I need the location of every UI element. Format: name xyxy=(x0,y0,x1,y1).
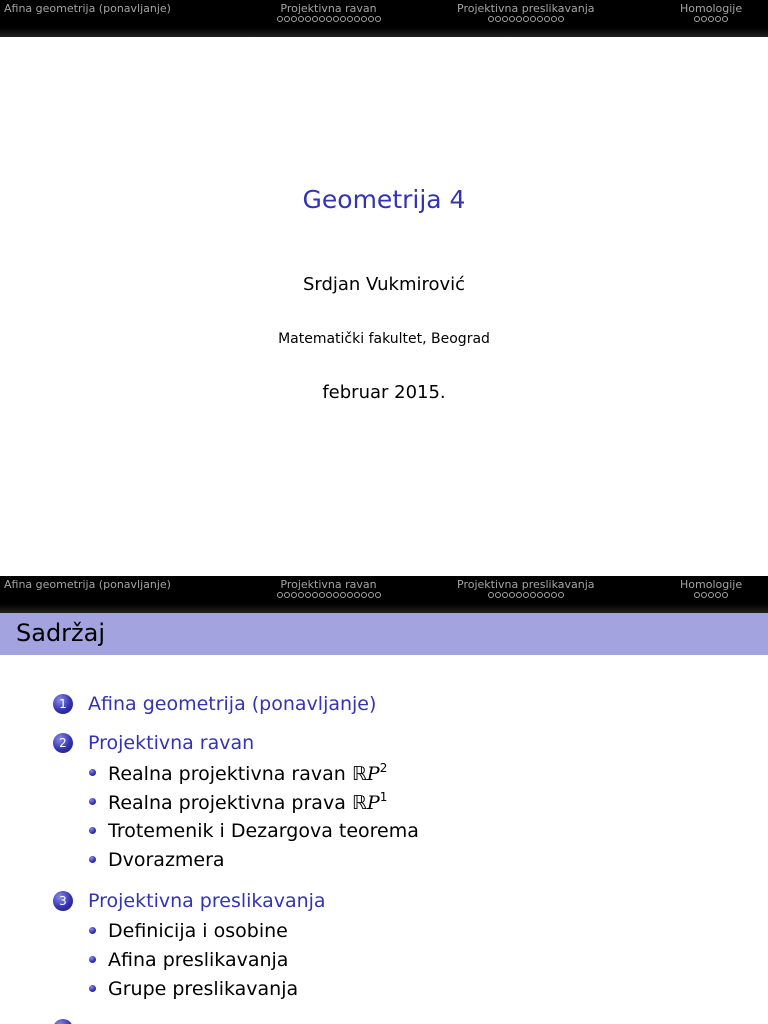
nav-section-projektivna-ravan[interactable] xyxy=(276,578,381,601)
toc-subsection-link[interactable] xyxy=(53,816,753,845)
bullet-icon xyxy=(89,985,96,992)
toc-section-link[interactable] xyxy=(53,886,753,916)
nav-section-afina-geometrija[interactable] xyxy=(4,578,171,601)
nav-frame-dot-icon[interactable] xyxy=(277,592,283,598)
nav-frame-dot-icon[interactable] xyxy=(284,592,290,598)
nav-section-dots xyxy=(4,16,171,25)
presentation-institute: Matematički fakultet, Beograd xyxy=(278,331,490,347)
nav-frame-dot-icon[interactable] xyxy=(516,16,522,22)
nav-frame-dot-icon[interactable] xyxy=(340,16,346,22)
nav-frame-dot-icon[interactable] xyxy=(291,592,297,598)
nav-frame-dot-icon[interactable] xyxy=(558,16,564,22)
toc-subsection-link[interactable] xyxy=(53,916,753,945)
nav-frame-dot-icon[interactable] xyxy=(715,592,721,598)
bullet-icon xyxy=(89,769,96,776)
frame-title: Sadržaj xyxy=(16,619,106,647)
bullet-icon xyxy=(89,956,96,963)
nav-frame-dot-icon[interactable] xyxy=(361,592,367,598)
nav-frame-dot-icon[interactable] xyxy=(375,592,381,598)
toc-subsection-label: Definicija i osobine xyxy=(108,919,288,942)
nav-frame-dot-icon[interactable] xyxy=(375,16,381,22)
nav-frame-dot-icon[interactable] xyxy=(530,16,536,22)
toc-subsection-link[interactable] xyxy=(53,845,753,874)
nav-frame-dot-icon[interactable] xyxy=(277,16,283,22)
toc-section-2 xyxy=(53,728,753,874)
toc-section-3 xyxy=(53,886,753,1003)
nav-frame-dot-icon[interactable] xyxy=(544,16,550,22)
nav-frame-dot-icon[interactable] xyxy=(701,592,707,598)
nav-frame-dot-icon[interactable] xyxy=(708,592,714,598)
nav-section-title: Homologije xyxy=(680,2,743,15)
nav-frame-dot-icon[interactable] xyxy=(715,16,721,22)
toc-subsection-label: Trotemenik i Dezargova teorema xyxy=(108,819,419,842)
bullet-icon xyxy=(89,856,96,863)
nav-frame-dot-icon[interactable] xyxy=(551,592,557,598)
nav-section-title: Afina geometrija (ponavljanje) xyxy=(4,2,171,15)
nav-frame-dot-icon[interactable] xyxy=(502,16,508,22)
toc-section-link[interactable] xyxy=(53,689,753,719)
nav-frame-dot-icon[interactable] xyxy=(354,592,360,598)
toc-section-label: Projektivna preslikavanja xyxy=(88,890,326,912)
nav-frame-dot-icon[interactable] xyxy=(509,592,515,598)
toc-subsection-label: Dvorazmera xyxy=(108,848,225,871)
nav-frame-dot-icon[interactable] xyxy=(298,592,304,598)
table-of-contents xyxy=(53,689,753,1003)
nav-section-projektivna-ravan[interactable] xyxy=(276,2,381,25)
section-number-ball-icon: 3 xyxy=(53,891,73,911)
math-real-symbol: ℝ xyxy=(351,791,367,814)
nav-frame-dot-icon[interactable] xyxy=(340,592,346,598)
nav-frame-dot-icon[interactable] xyxy=(319,16,325,22)
math-superscript: 2 xyxy=(379,760,388,775)
nav-frame-dot-icon[interactable] xyxy=(537,592,543,598)
toc-subsection-link[interactable] xyxy=(53,945,753,974)
nav-frame-dot-icon[interactable] xyxy=(694,16,700,22)
nav-frame-dot-icon[interactable] xyxy=(312,592,318,598)
toc-section-label: Afina geometrija (ponavljanje) xyxy=(88,693,377,715)
nav-frame-dot-icon[interactable] xyxy=(305,592,311,598)
nav-section-dots xyxy=(680,592,742,601)
section-number-ball-icon xyxy=(53,1019,73,1024)
bullet-icon xyxy=(89,927,96,934)
math-p-symbol: P xyxy=(366,762,380,785)
nav-frame-dot-icon[interactable] xyxy=(694,592,700,598)
math-p-symbol: P xyxy=(366,791,380,814)
toc-subsection-link[interactable] xyxy=(53,787,753,816)
nav-frame-dot-icon[interactable] xyxy=(319,592,325,598)
nav-section-dots xyxy=(680,16,742,25)
nav-frame-dot-icon[interactable] xyxy=(312,16,318,22)
nav-frame-dot-icon[interactable] xyxy=(722,592,728,598)
nav-frame-dot-icon[interactable] xyxy=(361,16,367,22)
nav-frame-dot-icon[interactable] xyxy=(347,592,353,598)
toc-subsection-link[interactable] xyxy=(53,974,753,1003)
nav-section-title: Homologije xyxy=(680,578,743,591)
nav-section-dots xyxy=(457,592,595,601)
toc-subsection-text: Realna projektivna ravan xyxy=(108,762,352,785)
nav-section-afina-geometrija[interactable] xyxy=(4,2,171,25)
nav-frame-dot-icon[interactable] xyxy=(347,16,353,22)
nav-section-projektivna-preslikavanja[interactable] xyxy=(457,578,595,601)
nav-section-homologije[interactable] xyxy=(680,578,742,601)
toc-subsection-label: Grupe preslikavanja xyxy=(108,977,299,1000)
toc-subsection-label xyxy=(108,761,387,785)
nav-section-title: Projektivna ravan xyxy=(280,578,377,591)
nav-section-dots xyxy=(276,16,381,25)
navigation-bar xyxy=(0,0,768,37)
frame-title-bar xyxy=(0,613,768,655)
nav-frame-dot-icon[interactable] xyxy=(354,16,360,22)
presentation-date: februar 2015. xyxy=(322,382,446,403)
nav-section-projektivna-preslikavanja[interactable] xyxy=(457,2,595,25)
nav-section-title: Projektivna ravan xyxy=(280,2,377,15)
toc-section-link[interactable] xyxy=(53,728,753,758)
nav-section-dots xyxy=(4,592,171,601)
nav-frame-dot-icon[interactable] xyxy=(291,16,297,22)
nav-frame-dot-icon[interactable] xyxy=(495,592,501,598)
toc-subsection-label: Afina preslikavanja xyxy=(108,948,289,971)
nav-frame-dot-icon[interactable] xyxy=(523,592,529,598)
nav-frame-dot-icon[interactable] xyxy=(722,16,728,22)
nav-frame-dot-icon[interactable] xyxy=(326,16,332,22)
nav-frame-dot-icon[interactable] xyxy=(523,16,529,22)
nav-frame-dot-icon[interactable] xyxy=(551,16,557,22)
nav-frame-dot-icon[interactable] xyxy=(558,592,564,598)
math-superscript: 1 xyxy=(379,789,388,804)
section-number-ball-icon: 1 xyxy=(53,694,73,714)
nav-frame-dot-icon[interactable] xyxy=(298,16,304,22)
toc-subsection-link[interactable] xyxy=(53,758,753,787)
nav-frame-dot-icon[interactable] xyxy=(284,16,290,22)
nav-section-homologije[interactable] xyxy=(680,2,742,25)
nav-frame-dot-icon[interactable] xyxy=(488,592,494,598)
nav-frame-dot-icon[interactable] xyxy=(368,16,374,22)
nav-frame-dot-icon[interactable] xyxy=(326,592,332,598)
presentation-title: Geometrija 4 xyxy=(302,185,466,214)
nav-frame-dot-icon[interactable] xyxy=(509,16,515,22)
nav-frame-dot-icon[interactable] xyxy=(333,16,339,22)
nav-section-title: Projektivna preslikavanja xyxy=(457,578,595,591)
nav-section-dots xyxy=(276,592,381,601)
nav-frame-dot-icon[interactable] xyxy=(502,592,508,598)
navigation-bar xyxy=(0,576,768,613)
toc-subsection-label xyxy=(108,790,387,814)
section-number-ball-icon: 2 xyxy=(53,733,73,753)
nav-frame-dot-icon[interactable] xyxy=(495,16,501,22)
nav-frame-dot-icon[interactable] xyxy=(333,592,339,598)
nav-frame-dot-icon[interactable] xyxy=(701,16,707,22)
nav-section-dots xyxy=(457,16,595,25)
toc-section-label: Projektivna ravan xyxy=(88,732,255,754)
nav-frame-dot-icon[interactable] xyxy=(368,592,374,598)
bullet-icon xyxy=(89,827,96,834)
nav-frame-dot-icon[interactable] xyxy=(305,16,311,22)
nav-section-title: Afina geometrija (ponavljanje) xyxy=(4,578,171,591)
nav-frame-dot-icon[interactable] xyxy=(530,592,536,598)
bullet-icon xyxy=(89,798,96,805)
presentation-author: Srdjan Vukmirović xyxy=(302,274,466,295)
nav-frame-dot-icon[interactable] xyxy=(544,592,550,598)
contents-slide xyxy=(0,576,768,1024)
toc-section-1 xyxy=(53,689,753,719)
math-real-symbol: ℝ xyxy=(351,762,367,785)
nav-frame-dot-icon[interactable] xyxy=(516,592,522,598)
nav-frame-dot-icon[interactable] xyxy=(488,16,494,22)
toc-subsection-text: Realna projektivna prava xyxy=(108,791,352,814)
nav-frame-dot-icon[interactable] xyxy=(708,16,714,22)
nav-frame-dot-icon[interactable] xyxy=(537,16,543,22)
nav-section-title: Projektivna preslikavanja xyxy=(457,2,595,15)
